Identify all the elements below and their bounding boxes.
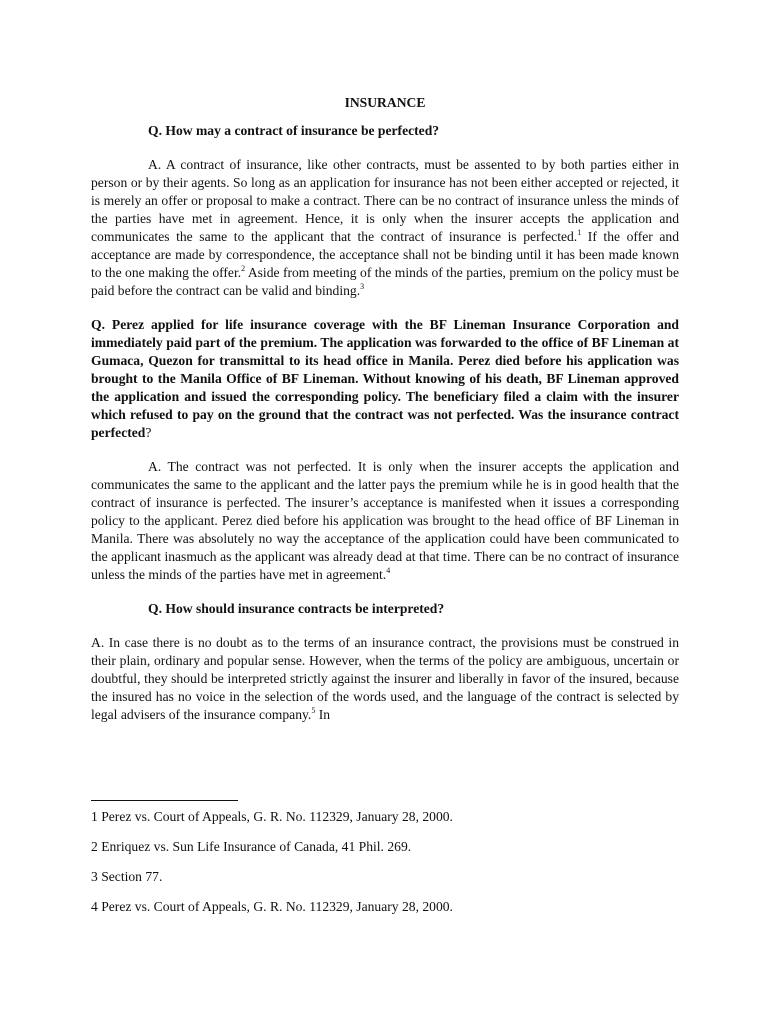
footnote-ref-2[interactable]: 2: [241, 264, 246, 273]
answer-2: [91, 458, 679, 584]
question-1: Q. How may a contract of insurance be perfected?: [148, 123, 440, 138]
answer-1-part-3: Aside from meeting of the minds of the parties, premium on the policy must be paid before the contract can be valid and binding.: [91, 265, 679, 298]
document-title: INSURANCE: [344, 95, 426, 110]
footnote-divider: [91, 800, 238, 801]
question-2: [91, 316, 679, 442]
answer-1: [91, 156, 679, 300]
answer-2-text: A. The contract was not perfected. It is only when the insurer accepts the application and communicates the same to the applicant and the latter pays the premium while he is in good health that the contract of insurance is perfected. The insurer’s acceptance is manifested when it issues a corresponding policy to the applicant. Perez died before his application was brought to the head office of BF Lineman in Manila. There was absolutely no way the acceptance of the application could have been communicated to the applicant inasmuch as the applicant was already dead at that time. There can be no contract of insurance unless the minds of the parties have met in agreement.: [91, 459, 679, 582]
answer-3-text: A. In case there is no doubt as to the terms of an insurance contract, the provisions must be construed in their plain, ordinary and popular sense. However, when the terms of the policy are ambiguous, uncertain or doubtful, they should be interpreted strictly against the insurer and liberally in favor of the insured, because the insured has no voice in the selection of the words used, and the language of the contract is selected by legal advisers of the insurance company.: [91, 635, 679, 722]
answer-1-part-1: A. A contract of insurance, like other contracts, must be assented to by both parties either in person or by their agents. So long as an application for insurance has not been either accepted or rejected, it is merely an offer or proposal to make a contract. There can be no contract of insurance unless the minds of the parties have met in agreement. Hence, it is only when the insurer accepts the application and communicates the same to the applicant that the contract of insurance is perfected.: [91, 157, 679, 244]
footnotes-section: [91, 800, 679, 927]
answer-1-part-2: If the offer and acceptance are made by correspondence, the acceptance shall not be binding until it has been made known to the one making the offer.: [91, 229, 679, 280]
footnote-ref-5[interactable]: 5: [311, 706, 316, 715]
footnote-ref-1[interactable]: 1: [577, 228, 582, 237]
footnote-3: 3 Section 77.: [91, 869, 163, 884]
document-body: [91, 94, 679, 740]
question-2-text: Q. Perez applied for life insurance coverage with the BF Lineman Insurance Corporation and immediately paid part of the premium. The application was forwarded to the office of BF Lineman at Gumaca, Quezon for transmittal to its head office in Manila. Perez died before his application was brought to the Manila Office of BF Lineman. Without knowing of his death, BF Lineman approved the application and issued the corresponding policy. The beneficiary filed a claim with the insurer which refused to pay on the ground that the contract was not perfected. Was the insurance contract perfected: [91, 317, 679, 440]
footnote-ref-4[interactable]: 4: [386, 566, 391, 575]
footnote-2: 2 Enriquez vs. Sun Life Insurance of Canada, 41 Phil. 269.: [91, 839, 412, 854]
footnote-ref-3[interactable]: 3: [360, 282, 365, 291]
footnote-1: 1 Perez vs. Court of Appeals, G. R. No. 112329, January 28, 2000.: [91, 809, 453, 824]
answer-3-tail: In: [315, 707, 331, 722]
footnote-4: 4 Perez vs. Court of Appeals, G. R. No. 112329, January 28, 2000.: [91, 899, 453, 914]
question-2-mark: ?: [145, 425, 152, 440]
answer-3: [91, 634, 679, 724]
question-3: Q. How should insurance contracts be interpreted?: [148, 601, 445, 616]
